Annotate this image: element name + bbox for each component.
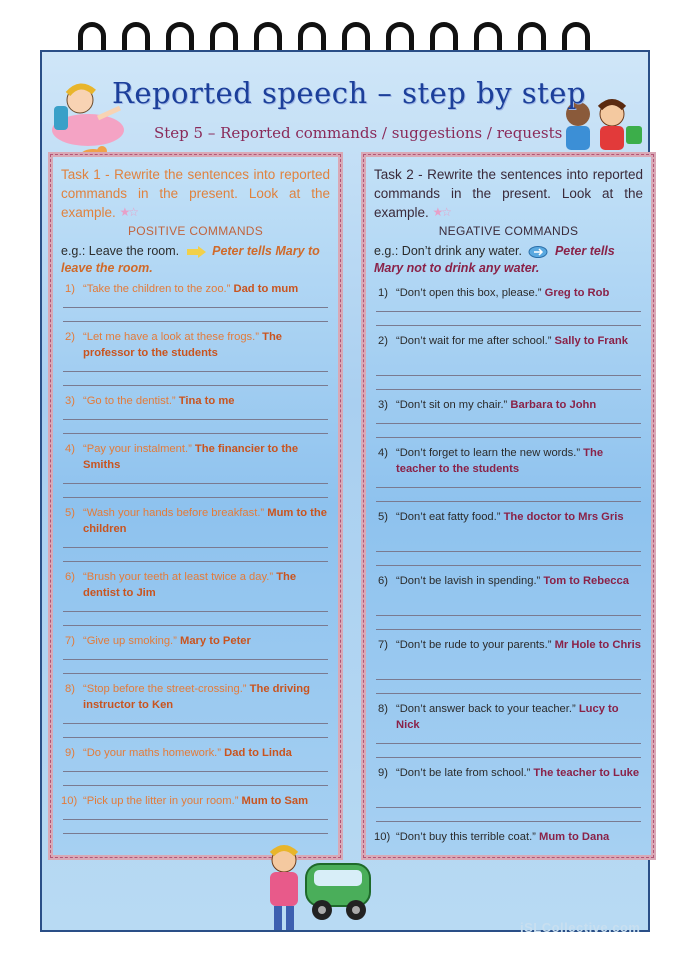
answer-line[interactable] — [376, 821, 641, 822]
answer-line[interactable] — [63, 723, 328, 724]
answer-line[interactable] — [376, 501, 641, 502]
answer-line[interactable] — [63, 771, 328, 772]
list-item: 5) “Don’t eat fatty food.” The doctor to Mrs Gris — [378, 511, 624, 523]
list-item: 9) “Don’t be late from school.” The teacher to Luke — [378, 767, 640, 779]
list-item: 6) “Don’t be lavish in spending.” Tom to Rebecca — [378, 575, 629, 587]
answer-line[interactable] — [376, 757, 641, 758]
list-item: 7) “Don’t be rude to your parents.” Mr Hole to Chris — [378, 639, 641, 651]
answer-line[interactable] — [376, 693, 641, 694]
answer-line[interactable] — [376, 743, 641, 744]
answer-line[interactable] — [63, 625, 328, 626]
task-2-column — [361, 152, 656, 860]
answer-line[interactable] — [63, 737, 328, 738]
list-item: 4) “Pay your instalment.” The financier to the Smiths — [65, 443, 299, 471]
answer-line[interactable] — [63, 785, 328, 786]
list-item: 6) “Brush your teeth at least twice a day.” The dentist to Jim — [65, 571, 297, 599]
stars-icon: ★☆ — [119, 205, 138, 219]
answer-line[interactable] — [376, 551, 641, 552]
list-item: 3) “Go to the dentist.” Tina to me — [65, 395, 235, 407]
answer-line[interactable] — [376, 389, 641, 390]
answer-line[interactable] — [376, 437, 641, 438]
arrow-icon — [186, 246, 206, 258]
page-subtitle: Step 5 – Reported commands / suggestions / requests — [154, 124, 563, 142]
answer-line[interactable] — [376, 565, 641, 566]
answer-line[interactable] — [63, 611, 328, 612]
answer-line[interactable] — [63, 673, 328, 674]
list-item: 8) “Don’t answer back to your teacher.” Lucy to Nick — [378, 703, 619, 731]
answer-line[interactable] — [63, 307, 328, 308]
list-item: 9) “Do your maths homework.” Dad to Linda — [65, 747, 292, 759]
section-heading-negative: NEGATIVE COMMANDS — [438, 224, 579, 238]
list-item: 2) “Don’t wait for me after school.” Sally to Frank — [378, 335, 628, 347]
list-item: 2) “Let me have a look at these frogs.” The professor to the students — [65, 331, 282, 359]
answer-line[interactable] — [63, 833, 328, 834]
answer-line[interactable] — [376, 679, 641, 680]
task-1-column — [48, 152, 343, 860]
answer-line[interactable] — [376, 487, 641, 488]
list-item: 10) “Don’t buy this terrible coat.” Mum to Dana — [374, 831, 610, 843]
list-item: 1) “Don’t open this box, please.” Greg to Rob — [378, 287, 610, 299]
family-car-icon — [262, 842, 374, 938]
list-item: 1) “Take the children to the zoo.” Dad to mum — [65, 283, 299, 295]
task-1-instructions: Task 1 - Rewrite the sentences into reported commands in the present. Look at the example. ★☆ — [61, 167, 330, 220]
answer-line[interactable] — [376, 325, 641, 326]
arrow-icon — [528, 246, 548, 258]
section-heading-positive: POSITIVE COMMANDS — [127, 224, 264, 238]
answer-line[interactable] — [63, 819, 328, 820]
answer-line[interactable] — [63, 497, 328, 498]
answer-line[interactable] — [63, 433, 328, 434]
answer-line[interactable] — [376, 311, 641, 312]
answer-line[interactable] — [63, 371, 328, 372]
answer-line[interactable] — [376, 423, 641, 424]
task-2-instructions: Task 2 - Rewrite the sentences into reported commands in the present. Look at the example. ★☆ — [374, 167, 643, 220]
list-item: 3) “Don’t sit on my chair.” Barbara to John — [378, 399, 597, 411]
answer-line[interactable] — [63, 321, 328, 322]
answer-line[interactable] — [63, 419, 328, 420]
page-title: Reported speech – step by step — [112, 76, 587, 110]
example-positive: e.g.: Leave the room. Peter tells Mary to leave the room. — [61, 244, 320, 275]
list-item: 10) “Pick up the litter in your room.” Mum to Sam — [61, 795, 309, 807]
list-item: 4) “Don’t forget to learn the new words.” The teacher to the students — [378, 447, 604, 475]
answer-line[interactable] — [376, 375, 641, 376]
answer-line[interactable] — [63, 483, 328, 484]
list-item: 7) “Give up smoking.” Mary to Peter — [65, 635, 251, 647]
answer-line[interactable] — [63, 547, 328, 548]
answer-line[interactable] — [63, 659, 328, 660]
answer-line[interactable] — [63, 561, 328, 562]
answer-line[interactable] — [376, 807, 641, 808]
list-item: 5) “Wash your hands before breakfast.” Mum to the children — [65, 507, 327, 535]
watermark: iSLCollective.com — [520, 920, 641, 935]
list-item: 8) “Stop before the street-crossing.” The driving instructor to Ken — [65, 683, 310, 711]
answer-line[interactable] — [63, 385, 328, 386]
answer-line[interactable] — [376, 629, 641, 630]
example-negative: e.g.: Don’t drink any water. Peter tells Mary not to drink any water. — [374, 244, 615, 275]
stars-icon: ★☆ — [432, 205, 451, 219]
answer-line[interactable] — [376, 615, 641, 616]
